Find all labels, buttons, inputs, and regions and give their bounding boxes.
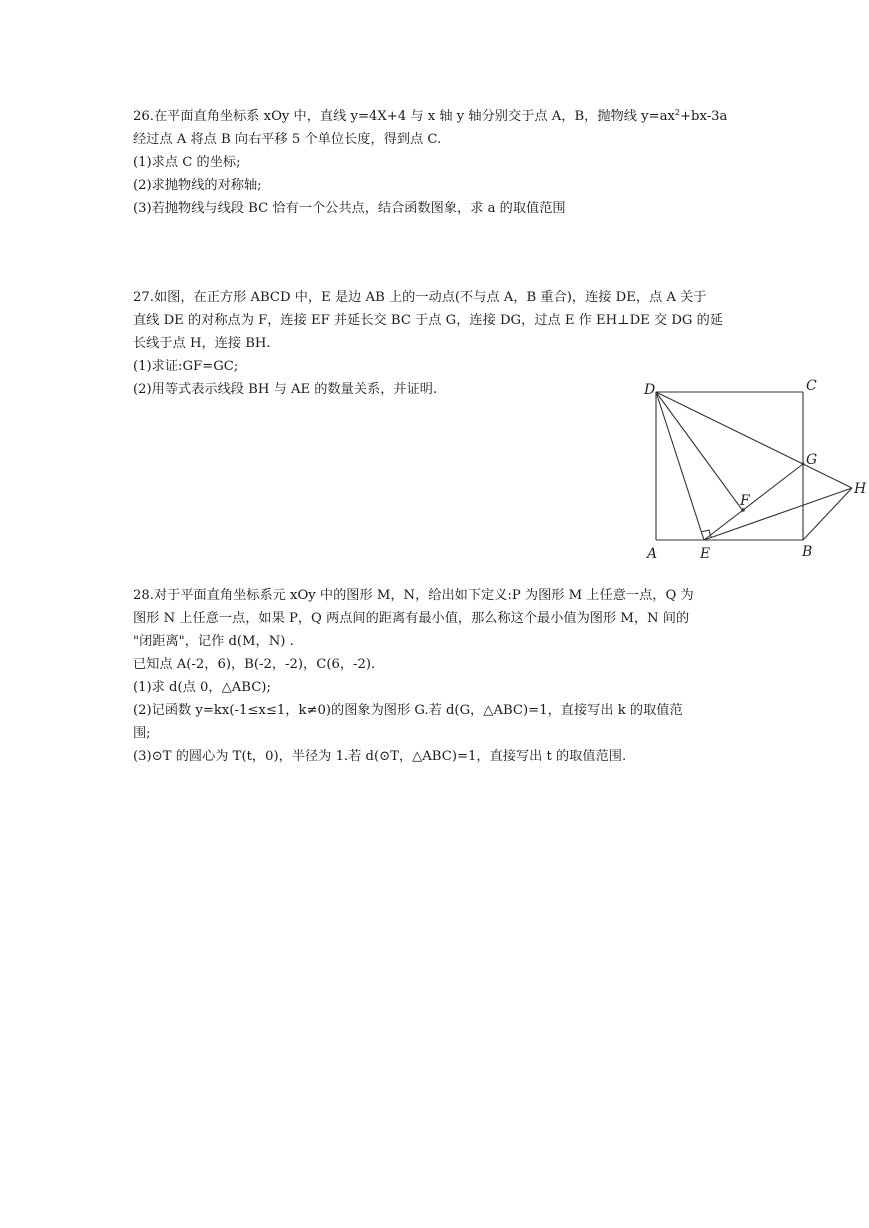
label-d: D	[644, 382, 656, 398]
label-b: B	[802, 544, 813, 560]
label-c: C	[806, 378, 817, 394]
q26-superscript: 2	[674, 108, 680, 117]
q26-line-1-post: +bx-3a	[680, 109, 728, 124]
label-a: A	[647, 546, 658, 562]
segment-eg	[704, 464, 803, 540]
q28-given-points: 已知点 A(-2，6)，B(-2，-2)，C(6，-2).	[133, 657, 376, 672]
label-g: G	[806, 452, 818, 468]
q27-part-2: (2)用等式表示线段 BH 与 AE 的数量关系，并证明.	[133, 382, 438, 397]
q28-part-2-cont: 围;	[133, 726, 151, 741]
segment-dh	[656, 392, 852, 488]
q26-line-1	[133, 109, 727, 125]
square-abcd-diagram	[640, 372, 869, 562]
q26-part-2: (2)求抛物线的对称轴;	[133, 178, 262, 193]
q28-part-3: (3)⊙T 的圆心为 T(t，0)，半径为 1.若 d(⊙T，△ABC)=1，直接写出 t 的取值范围.	[133, 749, 627, 764]
q28-line-1: 28.对于平面直角坐标系元 xOy 中的图形 M，N，给出如下定义:P 为图形 M 上任意一点，Q 为	[133, 588, 694, 603]
segment-bh	[803, 488, 852, 540]
q28-part-2: (2)记函数 y=kx(-1≤x≤1，k≠0)的图象为图形 G.若 d(G，△ABC)=1，直接写出 k 的取值范	[133, 703, 683, 718]
geometry-figure	[640, 372, 869, 562]
q26-line-1-pre: 26.在平面直角坐标系 xOy 中，直线 y=4X+4 与 x 轴 y 轴分别交于点 A，B，抛物线 y=ax	[133, 109, 675, 124]
segment-eh	[704, 488, 852, 540]
q27-line-2: 直线 DE 的对称点为 F，连接 EF 并延长交 BC 于点 G，连接 DG，过点 E 作 EH⊥DE 交 DG 的延	[133, 313, 724, 328]
label-e: E	[700, 546, 711, 562]
q27-part-1: (1)求证:GF=GC;	[133, 359, 239, 374]
q27-line-3: 长线于点 H，连接 BH.	[133, 336, 271, 351]
segment-de	[656, 392, 704, 540]
label-h: H	[854, 481, 867, 497]
q26-part-3: (3)若抛物线与线段 BC 恰有一个公共点，结合函数图象，求 a 的取值范围	[133, 201, 566, 216]
segment-df	[656, 392, 743, 511]
q28-line-3: "闭距离"，记作 d(M，N) .	[133, 634, 294, 649]
q27-line-1: 27.如图，在正方形 ABCD 中，E 是边 AB 上的一动点(不与点 A，B 重合)，连接 DE，点 A 关于	[133, 290, 707, 305]
q28-line-2: 图形 N 上任意一点，如果 P，Q 两点间的距离有最小值，那么称这个最小值为图形 M，N 间的	[133, 611, 690, 626]
q26-line-2: 经过点 A 将点 B 向右平移 5 个单位长度，得到点 C.	[133, 132, 442, 147]
q28-part-1: (1)求 d(点 0，△ABC);	[133, 680, 271, 695]
label-f: F	[740, 493, 750, 509]
point-g-dot	[802, 463, 805, 466]
q26-part-1: (1)求点 C 的坐标;	[133, 155, 241, 170]
